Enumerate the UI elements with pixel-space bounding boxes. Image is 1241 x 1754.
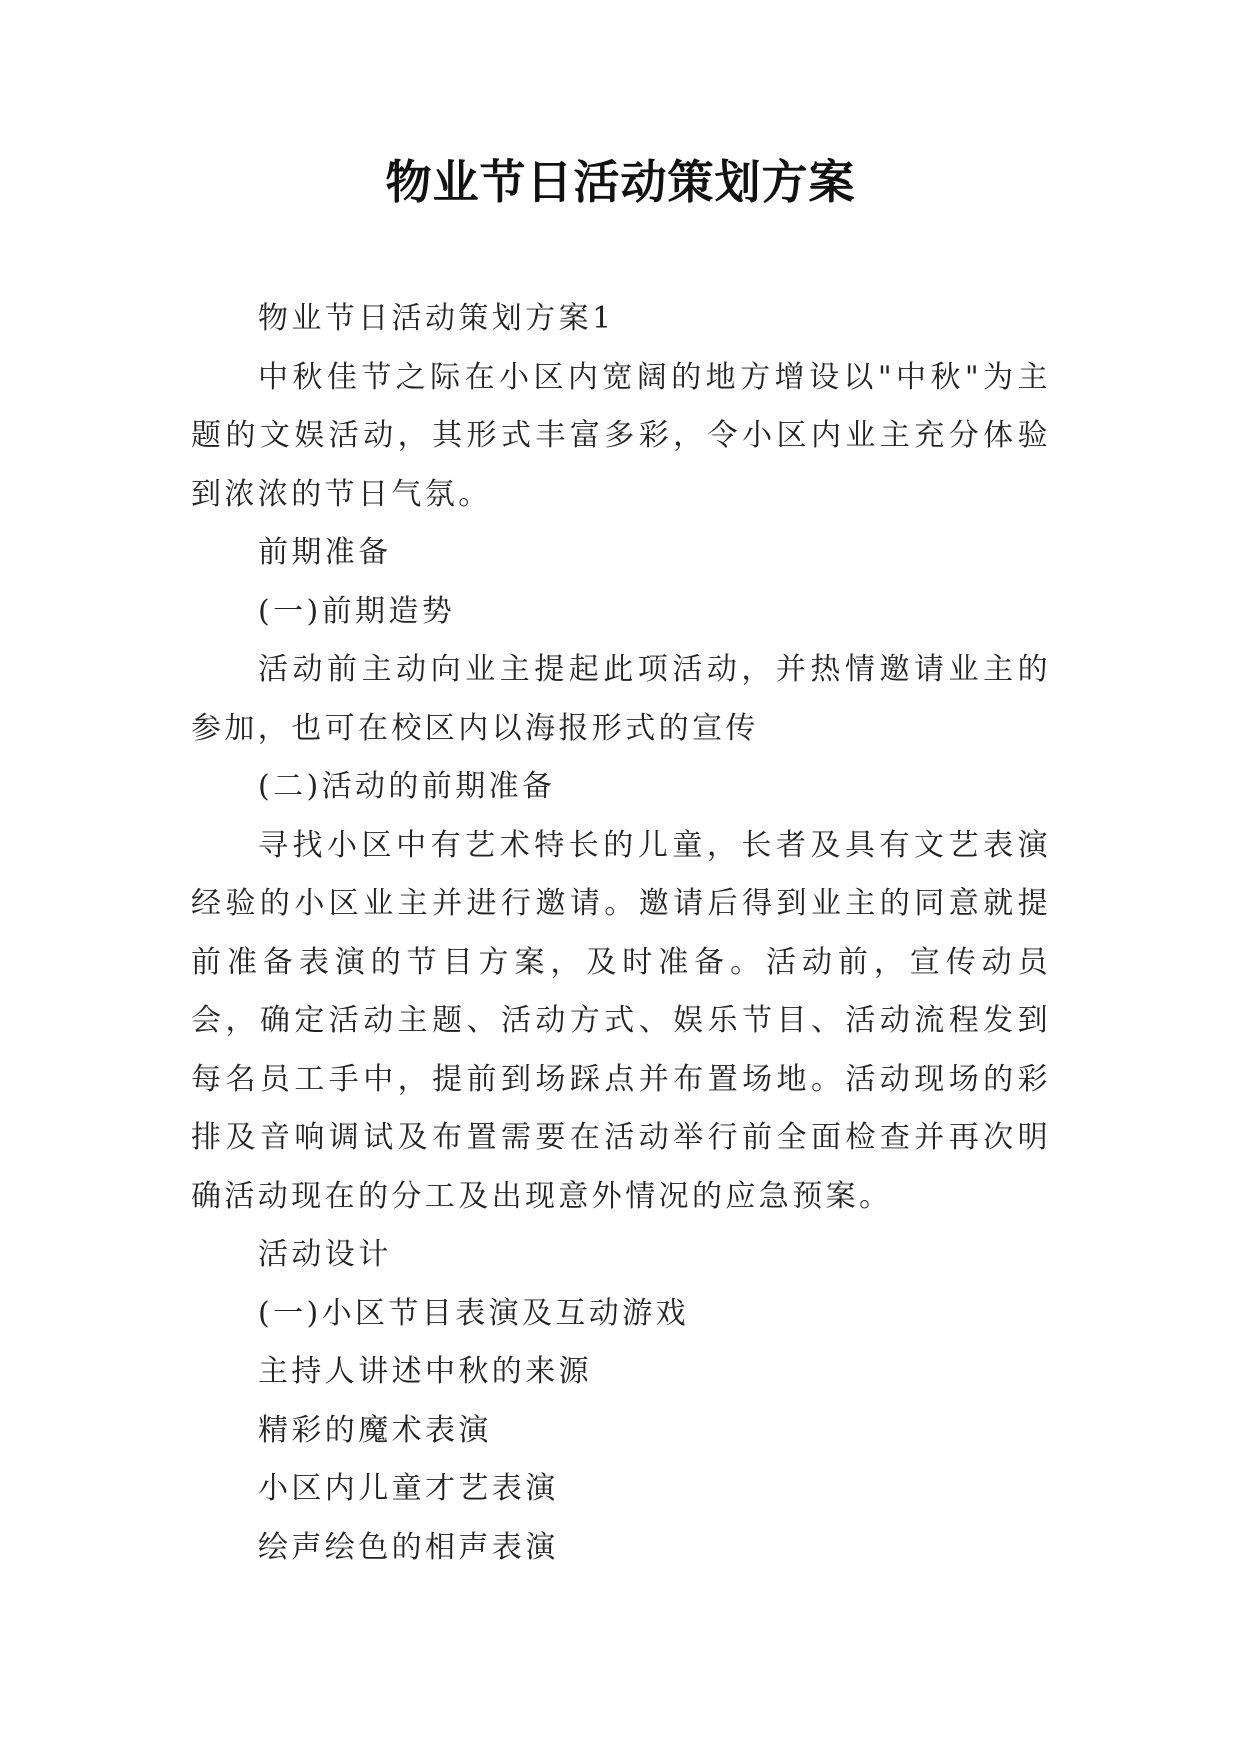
document-title: 物业节日活动策划方案 — [385, 155, 856, 209]
body-paragraph: 活动前主动向业主提起此项活动，并热情邀请业主的参加，也可在校区内以海报形式的宣传 — [191, 652, 1051, 746]
list-item: 主持人讲述中秋的来源 — [258, 1354, 592, 1389]
body-paragraph: 寻找小区中有艺术特长的儿童，长者及具有文艺表演经验的小区业主并进行邀请。邀请后得到业主的同意就提前准备表演的节目方案，及时准备。活动前，宣传动员会，确定活动主题、活动方式、娱乐节目、活动流程发到每名员工手中，提前到场踩点并布置场地。活动现场的彩排及音响调试及布置需要在活动举行前全面检查并再次明确活动现在的分工及出现意外情况的应急预案。 — [191, 827, 1051, 1214]
list-item: 绘声绘色的相声表演 — [258, 1529, 559, 1565]
document-body — [191, 290, 1051, 1577]
intro-paragraph: 中秋佳节之际在小区内宽阔的地方增设以"中秋"为主题的文娱活动，其形式丰富多彩，令小区内业主充分体验到浓浓的节日气氛。 — [191, 359, 1051, 512]
subsection-heading: (二)活动的前期准备 — [258, 769, 556, 804]
list-item: 小区内儿童才艺表演 — [258, 1471, 559, 1506]
subsection-heading: (一)前期造势 — [258, 593, 456, 629]
section-heading: 物业节日活动策划方案1 — [258, 301, 615, 336]
list-item: 精彩的魔术表演 — [258, 1412, 492, 1448]
section-heading: 前期准备 — [258, 535, 392, 570]
section-heading: 活动设计 — [258, 1237, 392, 1272]
subsection-heading: (一)小区节目表演及互动游戏 — [258, 1295, 690, 1331]
